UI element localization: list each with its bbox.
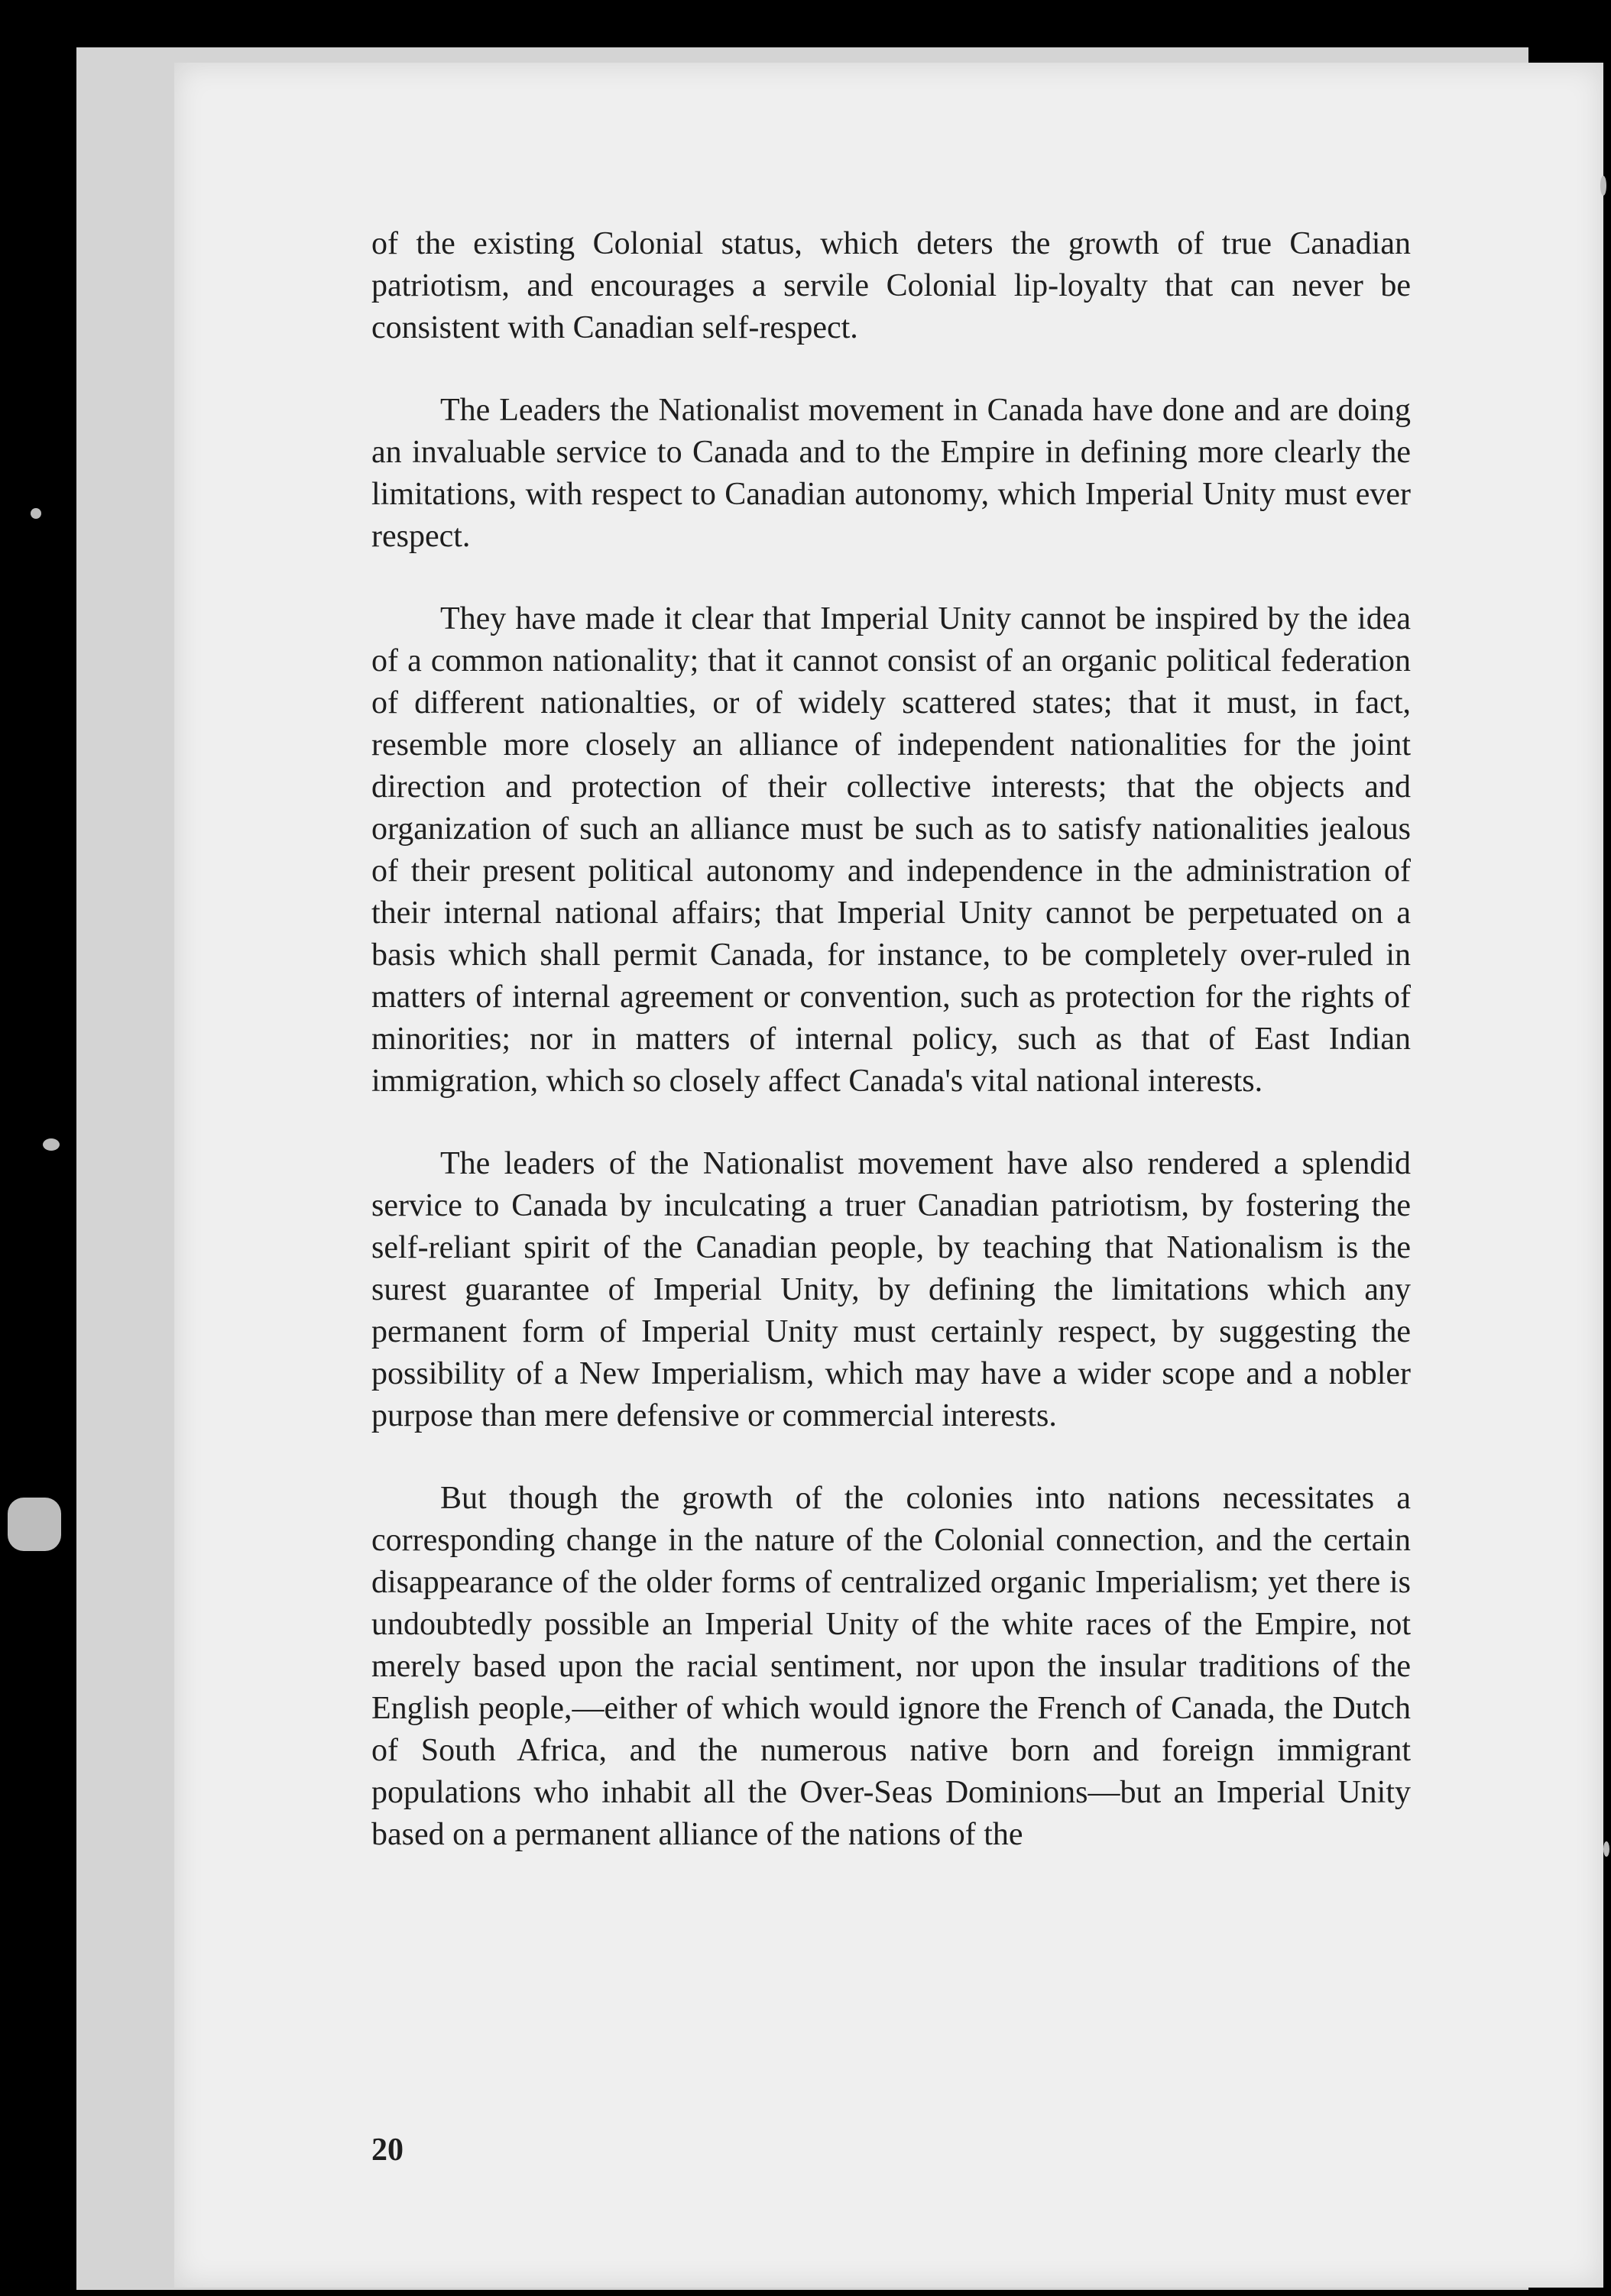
scan-speck [1603, 1841, 1609, 1857]
paragraph-3: They have made it clear that Imperial Unity cannot be inspired by the idea of a common nationality; that it cannot consist of an organic political federation of different nationalties, or of widely scattered states; that it must, in fact, resemble more closely an alliance of independent nationalities for the joint direction and protection of their collective interests; that the objects and organization of such an alliance must be such as to satisfy nationalities jealous of their present political autonomy and independence in the administration of their internal national affairs; that Imperial Unity cannot be perpetuated on a basis which shall permit Canada, for instance, to be completely over-ruled in matters of internal agreement or convention, such as protection for the rights of minorities; nor in matters of internal policy, such as that of East Indian immigration, which so closely affect Canada's vital national interests. [371, 601, 1411, 1099]
scan-speck [31, 508, 41, 519]
scan-speck [8, 1498, 61, 1551]
page-number: 20 [371, 2132, 404, 2168]
paragraph-2: The Leaders the Nationalist movement in Canada have done and are doing an invaluable service to Canada and to the Empire in defining more clearly the limitations, with respect to Canadian autonomy, which Imperial Unity must ever respect. [371, 393, 1411, 554]
body-text [371, 223, 1411, 1896]
paragraph-1: of the existing Colonial status, which deters the growth of true Canadian patriotism, and encourages a servile Colonial lip-loyalty that can never be consistent with Canadian self-respect. [371, 226, 1411, 345]
scan-speck [43, 1138, 60, 1151]
paragraph-4: The leaders of the Nationalist movement have also rendered a splendid service to Canada by inculcating a truer Canadian patriotism, by fostering the self-reliant spirit of the Canadian people, by teaching that Nationalism is the surest guarantee of Imperial Unity, by defining the limitations which any permanent form of Imperial Unity must certainly respect, by suggesting the possibility of a New Imperialism, which may have a wider scope and a nobler purpose than mere defensive or commercial interests. [371, 1146, 1411, 1433]
scan-speck [1600, 176, 1606, 196]
paragraph-5: But though the growth of the colonies into nations necessitates a corresponding change in the nature of the Colonial connection, and the certain disappearance of the older forms of centralized organic Imperialism; yet there is undoubtedly possible an Imperial Unity of the white races of the Empire, not merely based upon the racial sentiment, nor upon the insular traditions of the English people,—either of which would ignore the French of Canada, the Dutch of South Africa, and the numerous native born and foreign immigrant populations who inhabit all the Over-Seas Dominions—but an Imperial Unity based on a permanent alliance of the nations of the [371, 1481, 1411, 1852]
